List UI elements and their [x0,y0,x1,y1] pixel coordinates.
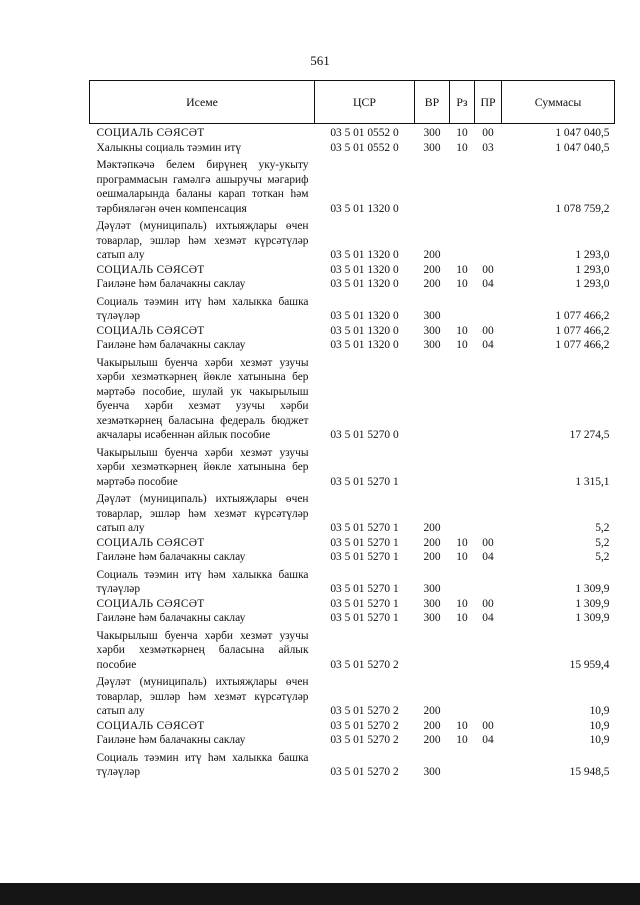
table-row [90,489,615,536]
cell-sum: 10,9 [589,705,610,717]
cell-csr: 03 5 01 1320 0 [330,339,399,351]
cell-sum: 1 077 466,2 [555,339,610,351]
cell-vr: 300 [423,339,441,351]
cell-csr: 03 5 01 0552 0 [330,141,399,154]
cell-pr [475,216,502,263]
cell-rz [450,565,475,597]
cell-csr: 03 5 01 5270 1 [330,612,399,624]
cell-rz: 10 [456,612,468,624]
cell-vr: 200 [423,249,441,261]
cell-name: СОЦИАЛЬ СӘЯСӘТ [96,263,205,276]
cell-csr: 03 5 01 1320 0 [330,202,399,215]
cell-csr: 03 5 01 5270 2 [330,658,399,671]
cell-sum: 1 077 466,2 [555,310,610,322]
cell-csr: 03 5 01 0552 0 [330,127,399,139]
cell-vr: 200 [423,263,441,276]
cell-pr: 04 [482,734,494,746]
cell-rz: 10 [456,536,468,549]
cell-vr: 300 [423,141,441,154]
cell-name: Гаиләне һәм балачакны саклау [96,734,246,746]
cell-sum: 1 309,9 [575,597,610,610]
cell-rz: 10 [456,324,468,337]
cell-rz [450,292,475,324]
table-row [90,626,615,673]
cell-pr: 00 [482,597,494,610]
cell-name: Социаль тәэмин итү һәм халыкка башка түләүләр [96,751,309,778]
cell-csr: 03 5 01 5270 2 [330,719,399,732]
cell-csr: 03 5 01 1320 0 [330,278,399,290]
table-row [90,353,615,443]
cell-name: Чакырылыш буенча хәрби хезмәт узучы хәрби хезмәткәрнең йөкле хатынына бер мәртәбә пособие [96,446,309,488]
cell-pr: 04 [482,612,494,624]
cell-rz: 10 [456,141,468,154]
table-row [90,597,615,612]
header-pr: ПР [475,81,502,124]
cell-csr: 03 5 01 1320 0 [330,324,399,337]
cell-vr: 300 [423,583,441,595]
cell-name: Чакырылыш буенча хәрби хезмәт узучы хәрби хезмәткәрнең баласына айлык пособие [96,629,309,671]
cell-sum: 17 274,5 [569,429,610,441]
cell-rz: 10 [456,719,468,732]
cell-pr [475,672,502,719]
cell-csr: 03 5 01 5270 1 [330,475,399,488]
page-number: 561 [310,53,330,68]
cell-name: СОЦИАЛЬ СӘЯСӘТ [96,597,205,610]
header-name: Исеме [90,81,315,124]
cell-sum: 1 309,9 [575,612,610,624]
cell-csr: 03 5 01 5270 1 [330,597,399,610]
cell-vr: 200 [423,719,441,732]
cell-csr: 03 5 01 1320 0 [330,263,399,276]
cell-pr: 00 [482,536,494,549]
cell-vr: 300 [423,766,441,778]
cell-sum: 1 047 040,5 [555,141,610,154]
cell-sum: 1 309,9 [575,583,610,595]
cell-name: СОЦИАЛЬ СӘЯСӘТ [96,719,205,732]
table-header [90,81,615,124]
cell-vr: 200 [423,705,441,717]
cell-rz: 10 [456,734,468,746]
cell-rz: 10 [456,127,468,139]
cell-pr [475,292,502,324]
cell-name: Мәктәпкәчә белем бирүнең уку-укыту программасын гамәлгә ашыручы мәгариф оешмаларында баланы карап тоткан һәм тәрбияләгән өчен компенсация [96,159,309,215]
cell-rz [450,489,475,536]
table-row [90,324,615,339]
cell-name: Гаиләне һәм балачакны саклау [96,278,246,290]
cell-vr: 200 [423,278,441,290]
cell-rz: 10 [456,597,468,610]
cell-vr: 300 [423,597,441,610]
table-row [90,672,615,719]
cell-pr: 00 [482,263,494,276]
cell-name: СОЦИАЛЬ СӘЯСӘТ [96,127,205,139]
cell-name: Гаиләне һәм балачакны саклау [96,339,246,351]
cell-vr: 300 [423,127,441,139]
cell-pr: 03 [482,141,494,154]
cell-sum: 1 078 759,2 [555,202,610,215]
cell-name: Дәүләт (муниципаль) ихтыяҗлары өчен товарлар, эшләр һәм хезмәт күрсәтүләр сатып алу [96,220,309,261]
cell-sum: 15 948,5 [569,766,610,778]
cell-pr: 00 [482,719,494,732]
cell-name: Гаиләне һәм балачакны саклау [96,612,246,624]
table-row [90,733,615,748]
cell-rz: 10 [456,263,468,276]
cell-rz [450,155,475,216]
table-row [90,124,615,141]
cell-vr: 200 [423,536,441,549]
table-row [90,216,615,263]
cell-pr [475,489,502,536]
cell-sum: 1 077 466,2 [555,324,610,337]
scan-edge-band [0,883,640,905]
cell-name: Чакырылыш буенча хәрби хезмәт узучы хәрби хезмәткәрнең йөкле хатынына бер мәртәбә пособие, шулай ук чакырылыш буенча хәрби хезмәт узучы хәрби хезмәткәрнең баласына федераль бюджет акчалары исәбеннән айлык пособие [96,356,309,441]
header-rz: Рз [450,81,475,124]
cell-pr [475,155,502,216]
cell-vr: 200 [423,522,441,534]
cell-rz [450,626,475,673]
cell-rz [450,672,475,719]
table-row [90,155,615,216]
cell-sum: 1 315,1 [575,475,610,488]
cell-pr [475,443,502,490]
header-csr: ЦСР [315,81,415,124]
table-row [90,277,615,292]
table-row [90,611,615,626]
cell-rz [450,748,475,780]
cell-sum: 1 047 040,5 [555,127,610,139]
cell-pr [475,353,502,443]
table-row [90,443,615,490]
table-row [90,141,615,156]
table-row [90,550,615,565]
cell-csr: 03 5 01 5270 0 [330,429,399,441]
cell-rz [450,216,475,263]
cell-vr [415,443,450,490]
cell-vr [415,155,450,216]
cell-vr: 200 [423,551,441,563]
cell-sum: 1 293,0 [575,278,610,290]
cell-sum: 5,2 [595,522,610,534]
cell-pr [475,565,502,597]
cell-rz [450,353,475,443]
cell-csr: 03 5 01 1320 0 [330,249,399,261]
cell-name: Социаль тәэмин итү һәм халыкка башка түләүләр [96,295,309,322]
cell-csr: 03 5 01 5270 1 [330,583,399,595]
cell-name: СОЦИАЛЬ СӘЯСӘТ [96,536,205,549]
table-row [90,748,615,780]
budget-table [89,80,615,780]
cell-pr: 04 [482,551,494,563]
table-row [90,338,615,353]
cell-pr [475,626,502,673]
cell-pr: 04 [482,278,494,290]
cell-csr: 03 5 01 5270 2 [330,705,399,717]
table-row [90,565,615,597]
cell-vr: 300 [423,310,441,322]
table-row [90,292,615,324]
cell-rz [450,443,475,490]
cell-sum: 10,9 [589,719,610,732]
cell-vr: 300 [423,612,441,624]
cell-name: Социаль тәэмин итү һәм халыкка башка түләүләр [96,568,309,595]
cell-pr: 04 [482,339,494,351]
cell-csr: 03 5 01 5270 1 [330,522,399,534]
cell-vr [415,353,450,443]
cell-csr: 03 5 01 5270 1 [330,551,399,563]
cell-sum: 15 959,4 [569,658,610,671]
cell-rz: 10 [456,339,468,351]
table-row [90,719,615,734]
cell-vr: 200 [423,734,441,746]
cell-name: Гаиләне һәм балачакны саклау [96,551,246,563]
cell-vr: 300 [423,324,441,337]
cell-csr: 03 5 01 5270 2 [330,766,399,778]
cell-pr: 00 [482,324,494,337]
cell-sum: 10,9 [589,734,610,746]
header-sum: Суммасы [502,81,615,124]
table-body [90,124,615,780]
cell-pr: 00 [482,127,494,139]
cell-rz: 10 [456,551,468,563]
cell-sum: 5,2 [595,551,610,563]
cell-name: Халыкны социаль тәэмин итү [96,141,242,154]
cell-sum: 1 293,0 [575,249,610,261]
cell-name: СОЦИАЛЬ СӘЯСӘТ [96,324,205,337]
table-row [90,536,615,551]
header-vr: ВР [415,81,450,124]
cell-csr: 03 5 01 1320 0 [330,310,399,322]
cell-sum: 5,2 [595,536,610,549]
cell-name: Дәүләт (муниципаль) ихтыяҗлары өчен товарлар, эшләр һәм хезмәт күрсәтүләр сатып алу [96,493,309,534]
cell-csr: 03 5 01 5270 2 [330,734,399,746]
cell-name: Дәүләт (муниципаль) ихтыяҗлары өчен товарлар, эшләр һәм хезмәт күрсәтүләр сатып алу [96,676,309,717]
cell-rz: 10 [456,278,468,290]
cell-pr [475,748,502,780]
table-row [90,263,615,278]
cell-sum: 1 293,0 [575,263,610,276]
cell-csr: 03 5 01 5270 1 [330,536,399,549]
cell-vr [415,626,450,673]
